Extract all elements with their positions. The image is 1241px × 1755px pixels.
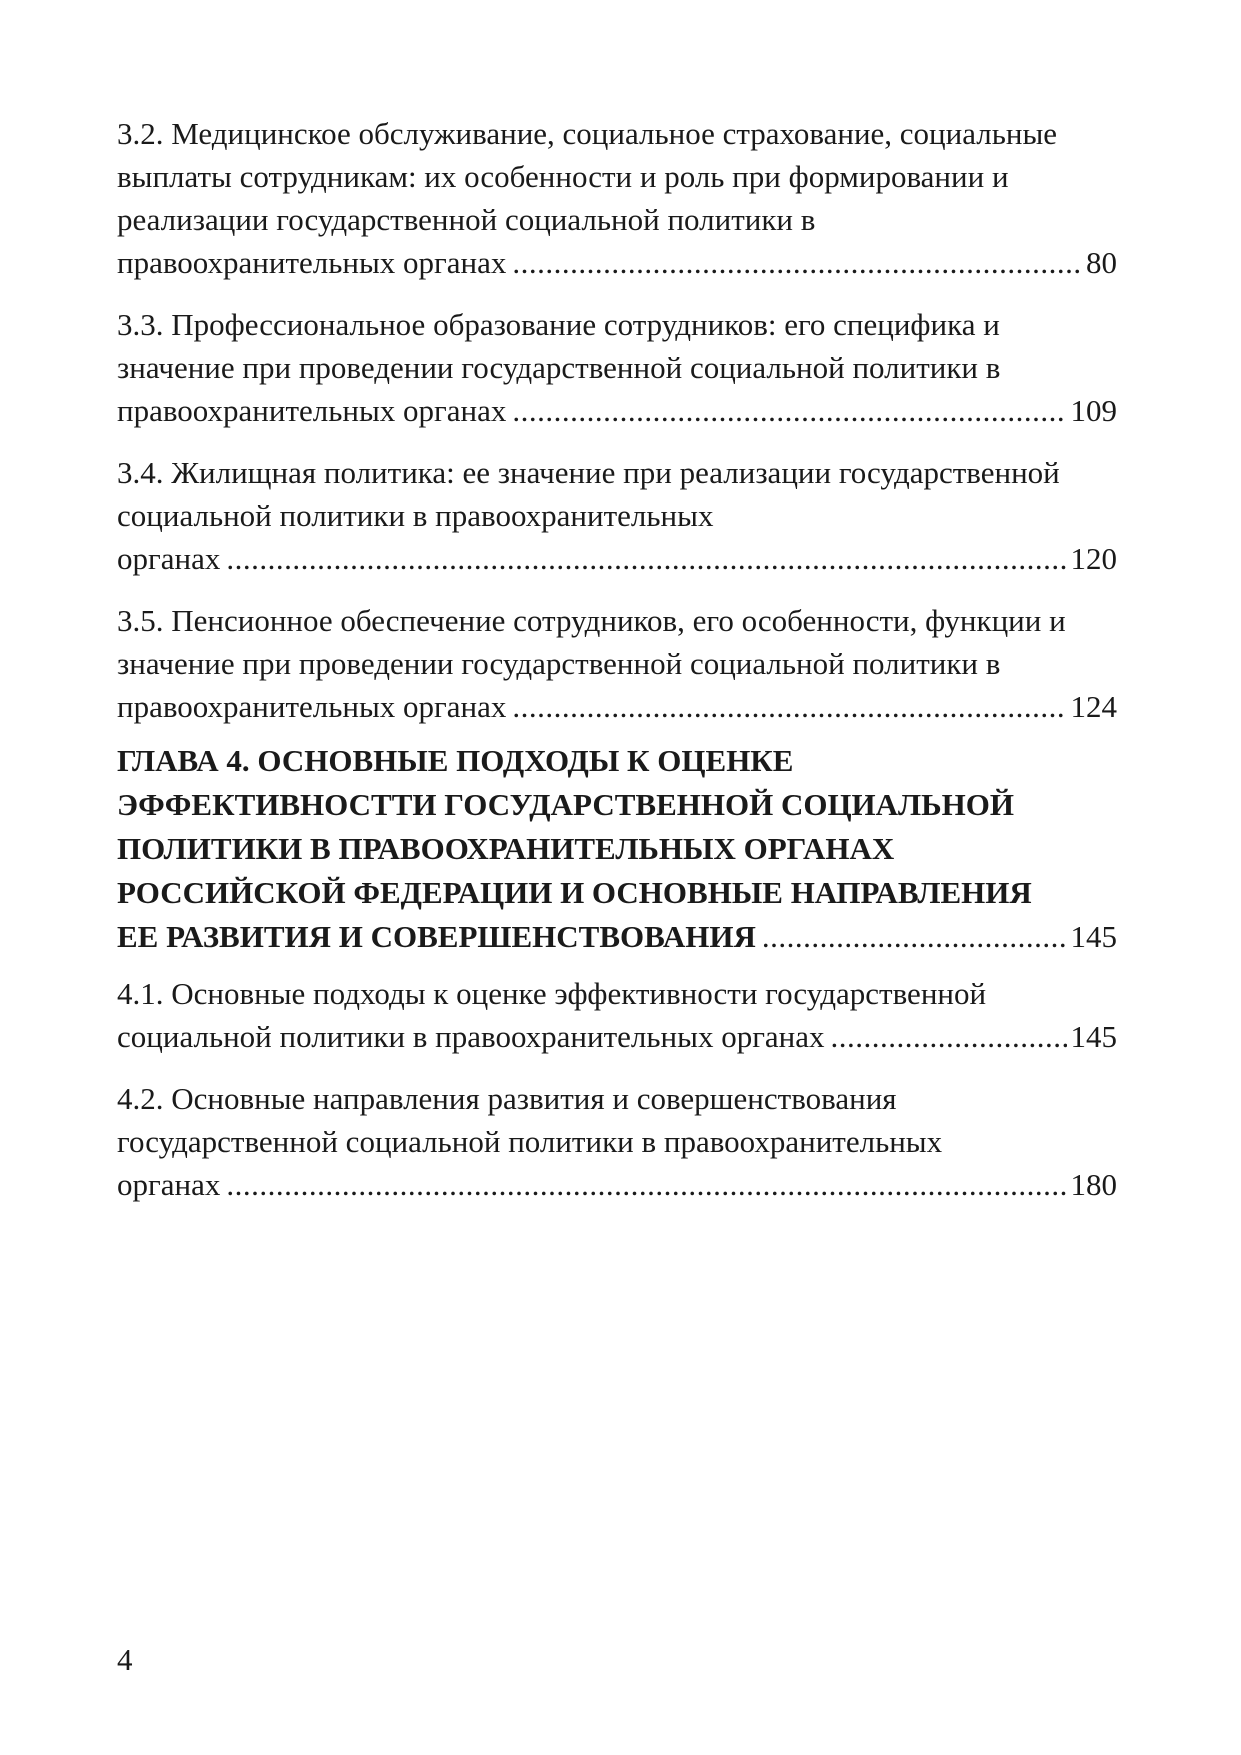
toc-entry-4-2[interactable] bbox=[117, 1077, 1117, 1206]
toc-entry-title: 3.2. Медицинское обслуживание, социальное страхование, социальные выплаты сотрудникам: их особенности и роль при формировании и реализации государственной социальной политики в bbox=[117, 116, 1058, 237]
toc-entry-last-line bbox=[117, 389, 1117, 432]
toc-page-number: 180 bbox=[1070, 1167, 1117, 1202]
toc-entry-last-line bbox=[117, 1163, 1117, 1206]
toc-page-number: 124 bbox=[1070, 689, 1117, 724]
toc-entry-title-end: правоохранительных органах bbox=[117, 245, 507, 280]
toc-page-number: 145 bbox=[1070, 1019, 1117, 1054]
dot-leader bbox=[226, 537, 1066, 580]
toc-entry-title: 3.3. Профессиональное образование сотрудников: его специфика и значение при проведении государственной социальной политики в bbox=[117, 307, 1001, 385]
toc-page-number: 120 bbox=[1070, 541, 1117, 576]
toc-entry-title: 4.2. Основные направления развития и совершенствования государственной социальной политики в правоохранительных bbox=[117, 1081, 943, 1159]
toc-entry-4-1[interactable] bbox=[117, 972, 1117, 1058]
toc-entry-title-end: правоохранительных органах bbox=[117, 393, 507, 428]
toc-page-number: 80 bbox=[1086, 245, 1117, 280]
toc-entry-3-3[interactable] bbox=[117, 303, 1117, 432]
dot-leader bbox=[512, 389, 1066, 432]
dot-leader bbox=[762, 915, 1067, 959]
page-number: 4 bbox=[117, 1642, 133, 1677]
toc-entry-3-2[interactable] bbox=[117, 112, 1117, 284]
dot-leader bbox=[512, 241, 1082, 284]
toc-entry-title-end: органах bbox=[117, 541, 221, 576]
toc-chapter-title-end: ЕЕ РАЗВИТИЯ И СОВЕРШЕНСТВОВАНИЯ bbox=[117, 919, 756, 954]
toc-entry-last-line bbox=[117, 685, 1117, 728]
dot-leader bbox=[512, 685, 1066, 728]
dot-leader bbox=[226, 1163, 1066, 1206]
toc-entry-title-end: органах bbox=[117, 1167, 221, 1202]
dot-leader bbox=[831, 1015, 1067, 1058]
toc-chapter-title: ГЛАВА 4. ОСНОВНЫЕ ПОДХОДЫ К ОЦЕНКЕ ЭФФЕКТИВНОСТТИ ГОСУДАРСТВЕННОЙ СОЦИАЛЬНОЙ ПОЛИТИКИ В ПРАВООХРАНИТЕЛЬНЫХ ОРГАНАХ РОССИЙСКОЙ ФЕДЕРАЦИИ И ОСНОВНЫЕ НАПРАВЛЕНИЯ bbox=[117, 743, 1032, 910]
toc-entry-last-line bbox=[117, 241, 1117, 284]
toc-entry-chapter-4[interactable] bbox=[117, 739, 1117, 959]
toc-entry-last-line bbox=[117, 537, 1117, 580]
toc-entry-3-5[interactable] bbox=[117, 599, 1117, 728]
toc-entry-title: 3.5. Пенсионное обеспечение сотрудников, его особенности, функции и значение при проведении государственной социальной политики в bbox=[117, 603, 1066, 681]
toc-entry-title: 3.4. Жилищная политика: ее значение при реализации государственной социальной политики в правоохранительных bbox=[117, 455, 1060, 533]
table-of-contents bbox=[117, 112, 1117, 1206]
toc-entry-title: 4.1. Основные подходы к оценке эффективности государственной bbox=[117, 976, 987, 1011]
toc-entry-last-line bbox=[117, 1015, 1117, 1058]
toc-entry-title-end: правоохранительных органах bbox=[117, 689, 507, 724]
toc-entry-last-line bbox=[117, 915, 1117, 959]
toc-entry-title-end: социальной политики в правоохранительных органах bbox=[117, 1019, 825, 1054]
toc-page-number: 109 bbox=[1070, 393, 1117, 428]
toc-entry-3-4[interactable] bbox=[117, 451, 1117, 580]
toc-page-number: 145 bbox=[1070, 919, 1117, 954]
